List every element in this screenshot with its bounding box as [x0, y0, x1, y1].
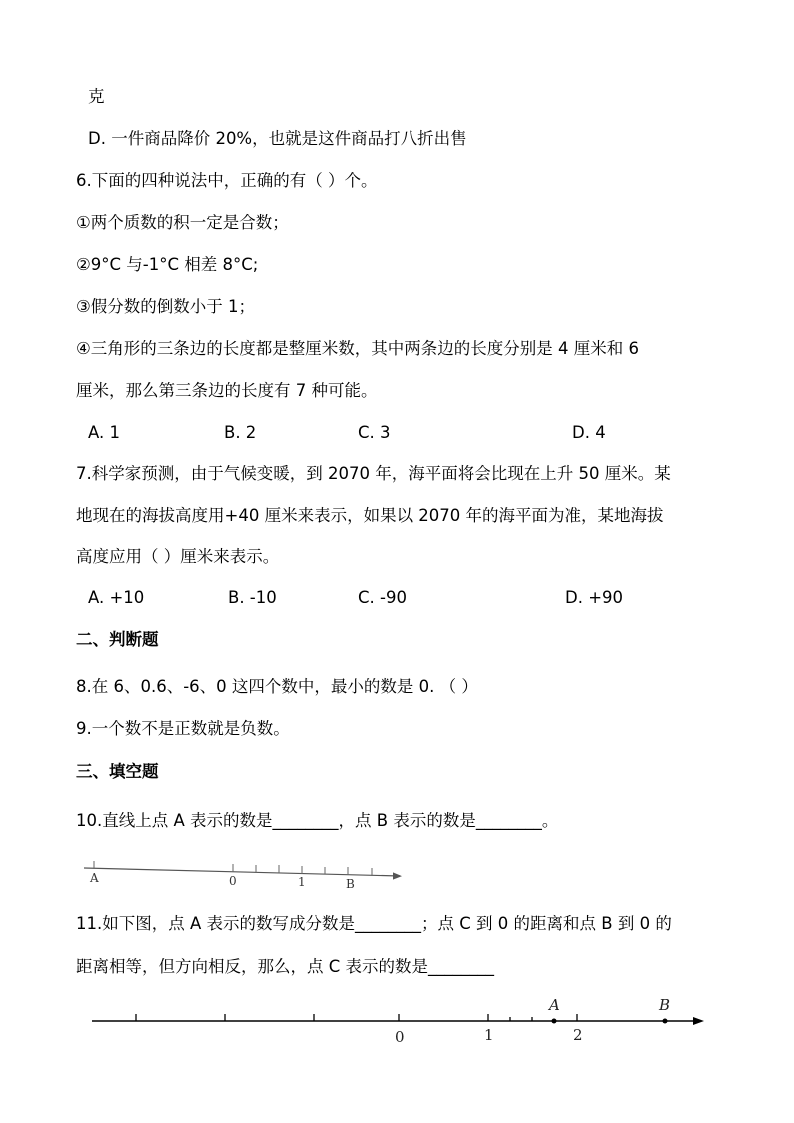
question-8: 8.在 6、0.6、-6、0 这四个数中，最小的数是 0. （ ）: [76, 677, 478, 696]
q7-option-d: D. +90: [565, 588, 624, 607]
question-7-line2: 地现在的海拔高度用+40 厘米来表示，如果以 2070 年的海平面为准，某地海拔: [76, 506, 664, 525]
statement-2: ②9°C 与-1°C 相差 8°C;: [76, 255, 259, 274]
tick-label-two: 2: [573, 1026, 583, 1044]
tick-label-one: 1: [484, 1026, 494, 1044]
number-line-ticks: [136, 1014, 577, 1021]
question-9: 9.一个数不是正数就是负数。: [76, 719, 290, 738]
question-11-line2: 距离相等，但方向相反，那么，点 C 表示的数是________: [76, 957, 495, 976]
point-label-b: B: [659, 996, 671, 1014]
line-ke: 克: [88, 87, 105, 106]
q6-option-c: C. 3: [358, 423, 391, 442]
q7-option-b: B. -10: [228, 588, 277, 607]
statement-3: ③假分数的倒数小于 1；: [76, 297, 256, 316]
point-label-b: B: [346, 877, 355, 891]
statement-4-line1: ④三角形的三条边的长度都是整厘米数，其中两条边的长度分别是 4 厘米和 6: [76, 339, 640, 358]
tick-label-one: 1: [298, 875, 306, 889]
section-heading-fill: 三、填空题: [76, 762, 159, 781]
number-line-arrow: [693, 1017, 704, 1025]
q6-option-a: A. 1: [88, 423, 120, 442]
question-7-line1: 7.科学家预测，由于气候变暖，到 2070 年，海平面将会比现在上升 50 厘米。某: [76, 464, 671, 483]
q7-option-c: C. -90: [358, 588, 407, 607]
number-line-axis: [84, 868, 400, 876]
question-6: 6.下面的四种说法中，正确的有（ ）个。: [76, 171, 378, 190]
point-b-dot: [663, 1019, 668, 1024]
question-10: 10.直线上点 A 表示的数是________，点 B 表示的数是________。: [76, 811, 559, 830]
statement-4-line2: 厘米，那么第三条边的长度有 7 种可能。: [76, 381, 378, 400]
point-a-dot: [552, 1019, 557, 1024]
section-heading-judge: 二、判断题: [76, 630, 159, 649]
statement-1: ①两个质数的积一定是合数；: [76, 213, 289, 232]
question-11-line1: 11.如下图，点 A 表示的数写成分数是________；点 C 到 0 的距离和点 B 到 0 的: [76, 914, 672, 933]
number-line-figure-1: [84, 852, 424, 892]
point-label-a: A: [549, 996, 560, 1014]
option-d-prev: D. 一件商品降价 20%，也就是这件商品打八折出售: [88, 129, 467, 148]
q6-option-b: B. 2: [224, 423, 257, 442]
q7-option-a: A. +10: [88, 588, 145, 607]
tick-label-zero: 0: [229, 874, 237, 888]
point-label-a: A: [90, 871, 99, 885]
number-line-figure-2: [88, 990, 718, 1050]
number-line-arrow: [393, 872, 402, 879]
tick-label-zero: 0: [395, 1028, 405, 1046]
question-7-line3: 高度应用（ ）厘米来表示。: [76, 547, 280, 566]
q6-option-d: D. 4: [572, 423, 606, 442]
